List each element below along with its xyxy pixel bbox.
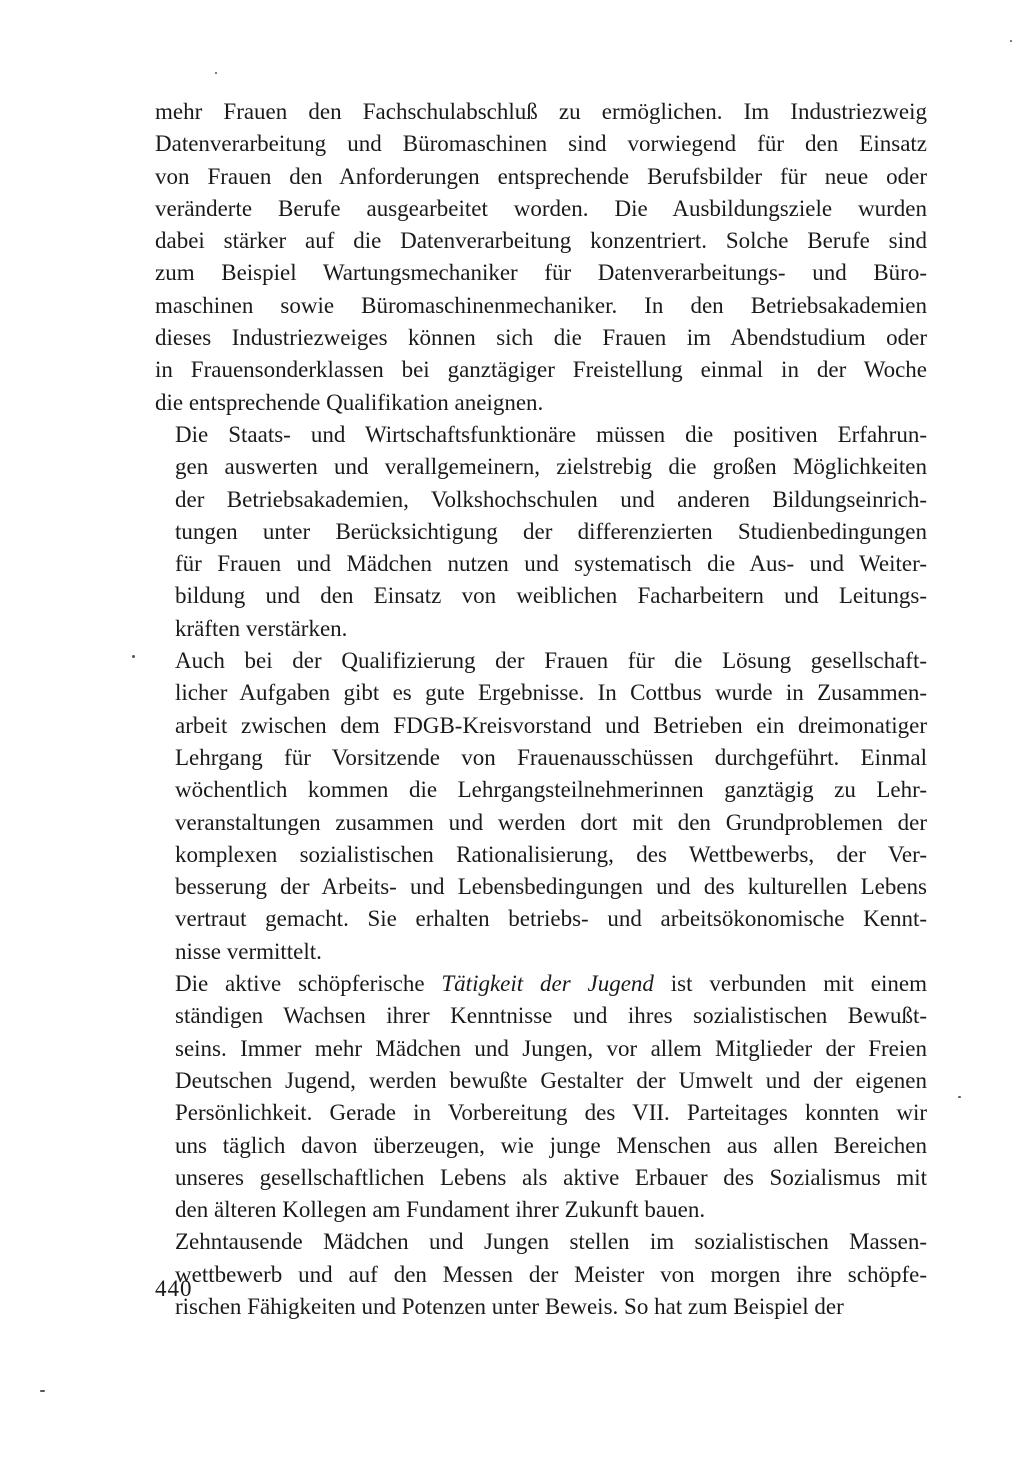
text-line: rischen Fähigkeiten und Potenzen unter Beweis. So hat zum Beispiel der: [175, 1293, 844, 1319]
body-text: [155, 96, 927, 1323]
text-line: gen auswerten und verallgemeinern, zielstrebig die großen Möglichkeiten: [175, 454, 927, 480]
text-line: Lehrgang für Vorsitzende von Frauenausschüssen durchgeführt. Einmal: [175, 744, 927, 770]
text-line: uns täglich davon überzeugen, wie junge Menschen aus allen Bereichen: [175, 1132, 927, 1158]
text-line: bildung und den Einsatz von weiblichen Facharbeitern und Leitungs-: [175, 583, 927, 609]
text-line: für Frauen und Mädchen nutzen und systematisch die Aus- und Weiter-: [175, 551, 927, 577]
text-line: Persönlichkeit. Gerade in Vorbereitung des VII. Parteitages konnten wir: [175, 1100, 927, 1126]
scan-speck: [132, 655, 135, 658]
text-line: veranstaltungen zusammen und werden dort mit den Grundproblemen der: [175, 809, 927, 835]
text-line: seins. Immer mehr Mädchen und Jungen, vor allem Mitglieder der Freien: [175, 1035, 927, 1061]
scan-speck: [40, 1390, 45, 1392]
text-line: ständigen Wachsen ihrer Kenntnisse und ihres sozialistischen Bewußt-: [175, 1003, 927, 1029]
text-line: unseres gesellschaftlichen Lebens als aktive Erbauer des Sozialismus mit: [175, 1164, 927, 1190]
text-line: veränderte Berufe ausgearbeitet worden. Die Ausbildungsziele wurden: [155, 195, 927, 221]
paragraph: [155, 1226, 927, 1323]
scan-speck: [958, 1096, 961, 1098]
text-line: den älteren Kollegen am Fundament ihrer Zukunft bauen.: [175, 1197, 706, 1223]
paragraph: [155, 96, 927, 419]
text-line: wettbewerb und auf den Messen der Meister von morgen ihre schöpfe-: [175, 1261, 927, 1287]
text-line: komplexen sozialistischen Rationalisierung, des Wettbewerbs, der Ver-: [175, 841, 927, 867]
scan-speck: [1010, 40, 1012, 42]
text-line: kräften verstärken.: [175, 615, 348, 641]
text-line: der Betriebsakademien, Volkshochschulen und anderen Bildungseinrich-: [175, 486, 927, 512]
text-line: arbeit zwischen dem FDGB-Kreisvorstand und Betrieben ein dreimonatiger: [175, 712, 927, 738]
text-line: Die Staats- und Wirtschaftsfunktionäre müssen die positiven Erfahrun-: [175, 421, 927, 447]
emphasis-text: Tätigkeit der Jugend: [441, 971, 654, 997]
text-line: von Frauen den Anforderungen entsprechende Berufsbilder für neue oder: [155, 163, 927, 189]
text-line: maschinen sowie Büromaschinenmechaniker. In den Betriebsakademien: [155, 292, 927, 318]
text-line: vertraut gemacht. Sie erhalten betriebs- und arbeitsökonomische Kennt-: [175, 906, 927, 932]
text-line: in Frauensonderklassen bei ganztägiger Freistellung einmal in der Woche: [155, 357, 927, 383]
text-line: Auch bei der Qualifizierung der Frauen für die Lösung gesellschaft-: [175, 648, 927, 674]
paragraph: [155, 645, 927, 968]
paragraph: [155, 419, 927, 645]
text-line: Zehntausende Mädchen und Jungen stellen im sozialistischen Massen-: [175, 1229, 927, 1255]
text-line: Deutschen Jugend, werden bewußte Gestalter der Umwelt und der eigenen: [175, 1067, 927, 1093]
paragraph: [155, 968, 927, 1226]
text-line: dieses Industriezweiges können sich die Frauen im Abendstudium oder: [155, 325, 927, 351]
scan-speck: [215, 72, 217, 74]
page-number: 440: [155, 1276, 193, 1301]
text-line: mehr Frauen den Fachschulabschluß zu ermöglichen. Im Industriezweig: [155, 99, 927, 124]
text-line: zum Beispiel Wartungsmechaniker für Datenverarbeitungs- und Büro-: [155, 260, 927, 286]
text-line: die entsprechende Qualifikation aneignen.: [155, 389, 544, 415]
text-line: Datenverarbeitung und Büromaschinen sind vorwiegend für den Einsatz: [155, 131, 927, 157]
text-line: tungen unter Berücksichtigung der differenzierten Studienbedingungen: [175, 518, 927, 544]
text-line: dabei stärker auf die Datenverarbeitung konzentriert. Solche Berufe sind: [155, 228, 927, 254]
text-line: Die aktive schöpferische Tätigkeit der Jugend ist verbunden mit einem: [175, 971, 927, 997]
text-line: licher Aufgaben gibt es gute Ergebnisse. In Cottbus wurde in Zusammen-: [175, 680, 927, 706]
text-line: nisse vermittelt.: [175, 938, 322, 964]
text-line: besserung der Arbeits- und Lebensbedingungen und des kulturellen Lebens: [175, 874, 927, 900]
text-line: wöchentlich kommen die Lehrgangsteilnehmerinnen ganztägig zu Lehr-: [175, 777, 927, 803]
